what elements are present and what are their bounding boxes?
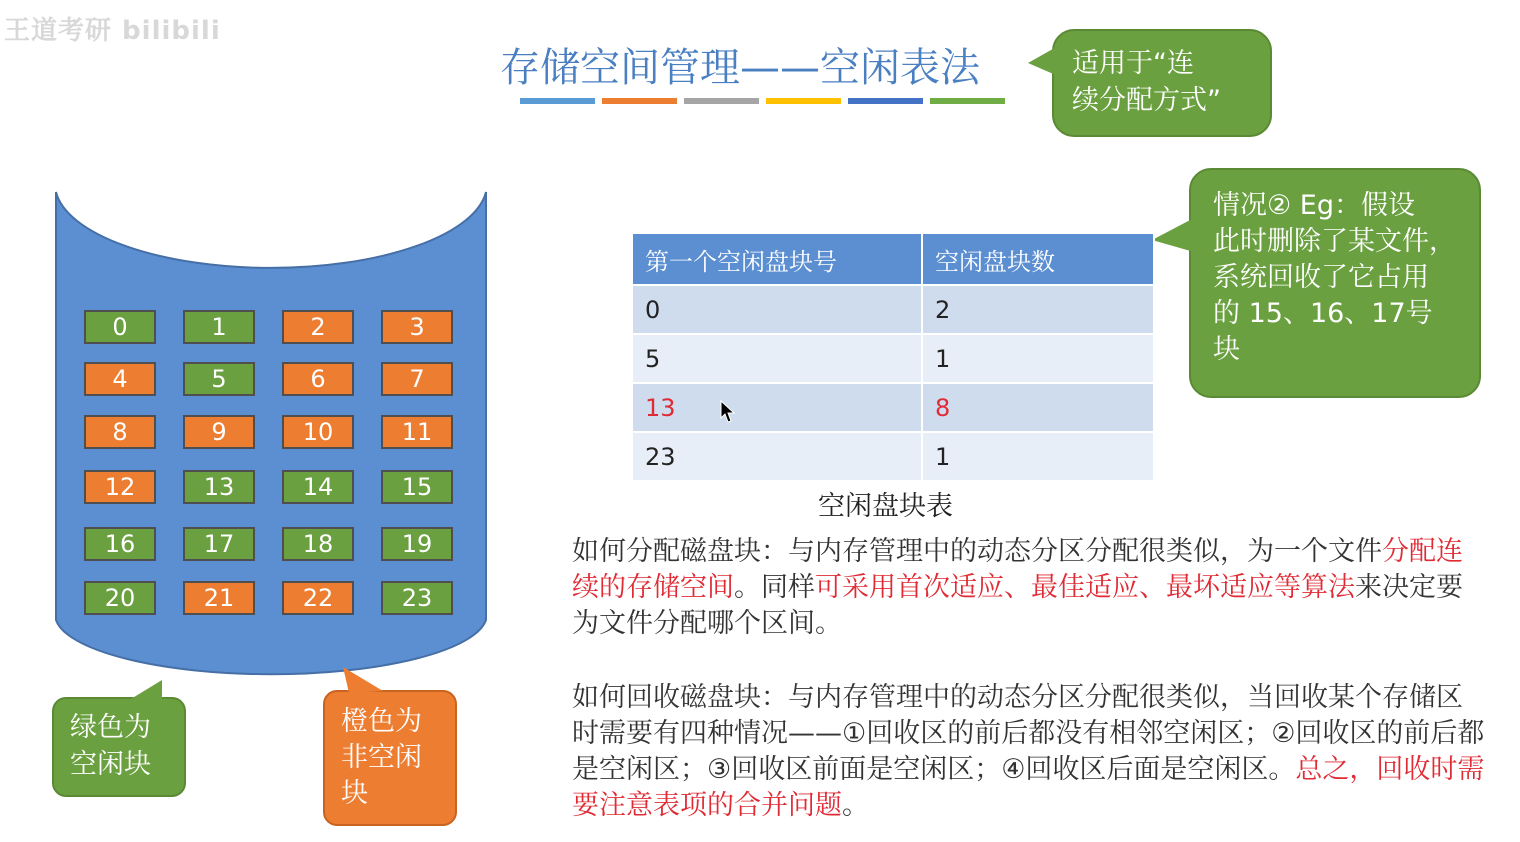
cell-first-free-block: 0 (633, 285, 922, 334)
legend-free-block (52, 697, 186, 797)
legend-used-block (323, 690, 457, 826)
disk-block: 13 (183, 470, 255, 504)
callout-continuous-allocation (1052, 29, 1272, 137)
disk-block: 9 (183, 415, 255, 449)
disk-block: 5 (183, 362, 255, 396)
disk-block: 0 (84, 310, 156, 344)
callout-tail (1152, 218, 1194, 252)
allocation-highlight: 分配连续的存储空间 (572, 536, 1463, 603)
reclaim-paragraph (572, 680, 1487, 824)
disk-block: 17 (183, 527, 255, 561)
cell-first-free-block: 23 (633, 432, 922, 480)
title-underline-bar (602, 98, 677, 104)
cell-free-block-count: 8 (922, 383, 1154, 432)
disk-block: 6 (282, 362, 354, 396)
free-block-table (633, 234, 1155, 480)
page-title: 存储空间管理——空闲表法 (500, 45, 980, 91)
title-underline-bar (930, 98, 1005, 104)
disk-block: 18 (282, 527, 354, 561)
disk-block: 12 (84, 470, 156, 504)
disk-block: 19 (381, 527, 453, 561)
disk-block: 22 (282, 581, 354, 615)
legend-used-text: 橙色为 非空闲 块 (341, 706, 422, 809)
allocation-highlight: 可采用首次适应、最佳适应、最坏适应等算法 (815, 572, 1355, 603)
disk-block: 15 (381, 470, 453, 504)
disk-block: 20 (84, 581, 156, 615)
title-underline-bar (766, 98, 841, 104)
cell-free-block-count: 1 (922, 334, 1154, 383)
allocation-paragraph (572, 534, 1487, 642)
disk-block: 4 (84, 362, 156, 396)
disk-block: 21 (183, 581, 255, 615)
allocation-text: 。同样 (734, 572, 815, 603)
cell-free-block-count: 2 (922, 285, 1154, 334)
watermark: 王道考研 bilibili (4, 16, 221, 46)
disk-block: 8 (84, 415, 156, 449)
disk-block: 1 (183, 310, 255, 344)
legend-tail (126, 680, 166, 702)
reclaim-highlight: 总之，回收时需要注意表项的合并问题 (572, 754, 1485, 821)
reclaim-text: 。 (842, 790, 869, 821)
cell-first-free-block: 5 (633, 334, 922, 383)
cell-free-block-count: 1 (922, 432, 1154, 480)
table-row (633, 383, 1154, 432)
disk-block: 23 (381, 581, 453, 615)
disk-block: 3 (381, 310, 453, 344)
table-row (633, 432, 1154, 480)
reclaim-text: 如何回收磁盘块：与内存管理中的动态分区分配很类似，当回收某个存储区时需要有四种情况——①回收区的前后都没有相邻空闲区；②回收区的前后都是空闲区；③回收区前面是空闲区；④回收区后面是空闲区。 (572, 682, 1485, 785)
disk-block: 2 (282, 310, 354, 344)
mouse-cursor-icon (720, 400, 736, 424)
table-row (633, 285, 1154, 334)
allocation-text: 如何分配磁盘块：与内存管理中的动态分区分配很类似，为一个文件 (572, 536, 1382, 567)
legend-free-text: 绿色为 空闲块 (70, 712, 151, 780)
title-underline-bar (684, 98, 759, 104)
allocation-text: 来决定要为文件分配哪个区间。 (572, 572, 1463, 639)
disk-block: 7 (381, 362, 453, 396)
callout-case-example-text: 情况② Eg：假设 此时删除了某文件， 系统回收了它占用 的 15、16、17号 块 (1213, 190, 1456, 365)
table-row (633, 334, 1154, 383)
title-underline-bar (848, 98, 923, 104)
table-header-first-block: 第一个空闲盘块号 (633, 234, 922, 285)
callout-case-example (1189, 168, 1481, 398)
disk-block: 16 (84, 527, 156, 561)
legend-tail (343, 667, 383, 693)
disk-block: 14 (282, 470, 354, 504)
disk-block: 11 (381, 415, 453, 449)
callout-tail (1028, 46, 1058, 76)
disk-block: 10 (282, 415, 354, 449)
table-header-block-count: 空闲盘块数 (922, 234, 1154, 285)
title-underline-bar (520, 98, 595, 104)
cell-first-free-block: 13 (633, 383, 922, 432)
callout-continuous-allocation-text: 适用于“连 续分配方式” (1072, 48, 1221, 116)
table-caption: 空闲盘块表 (818, 491, 953, 522)
